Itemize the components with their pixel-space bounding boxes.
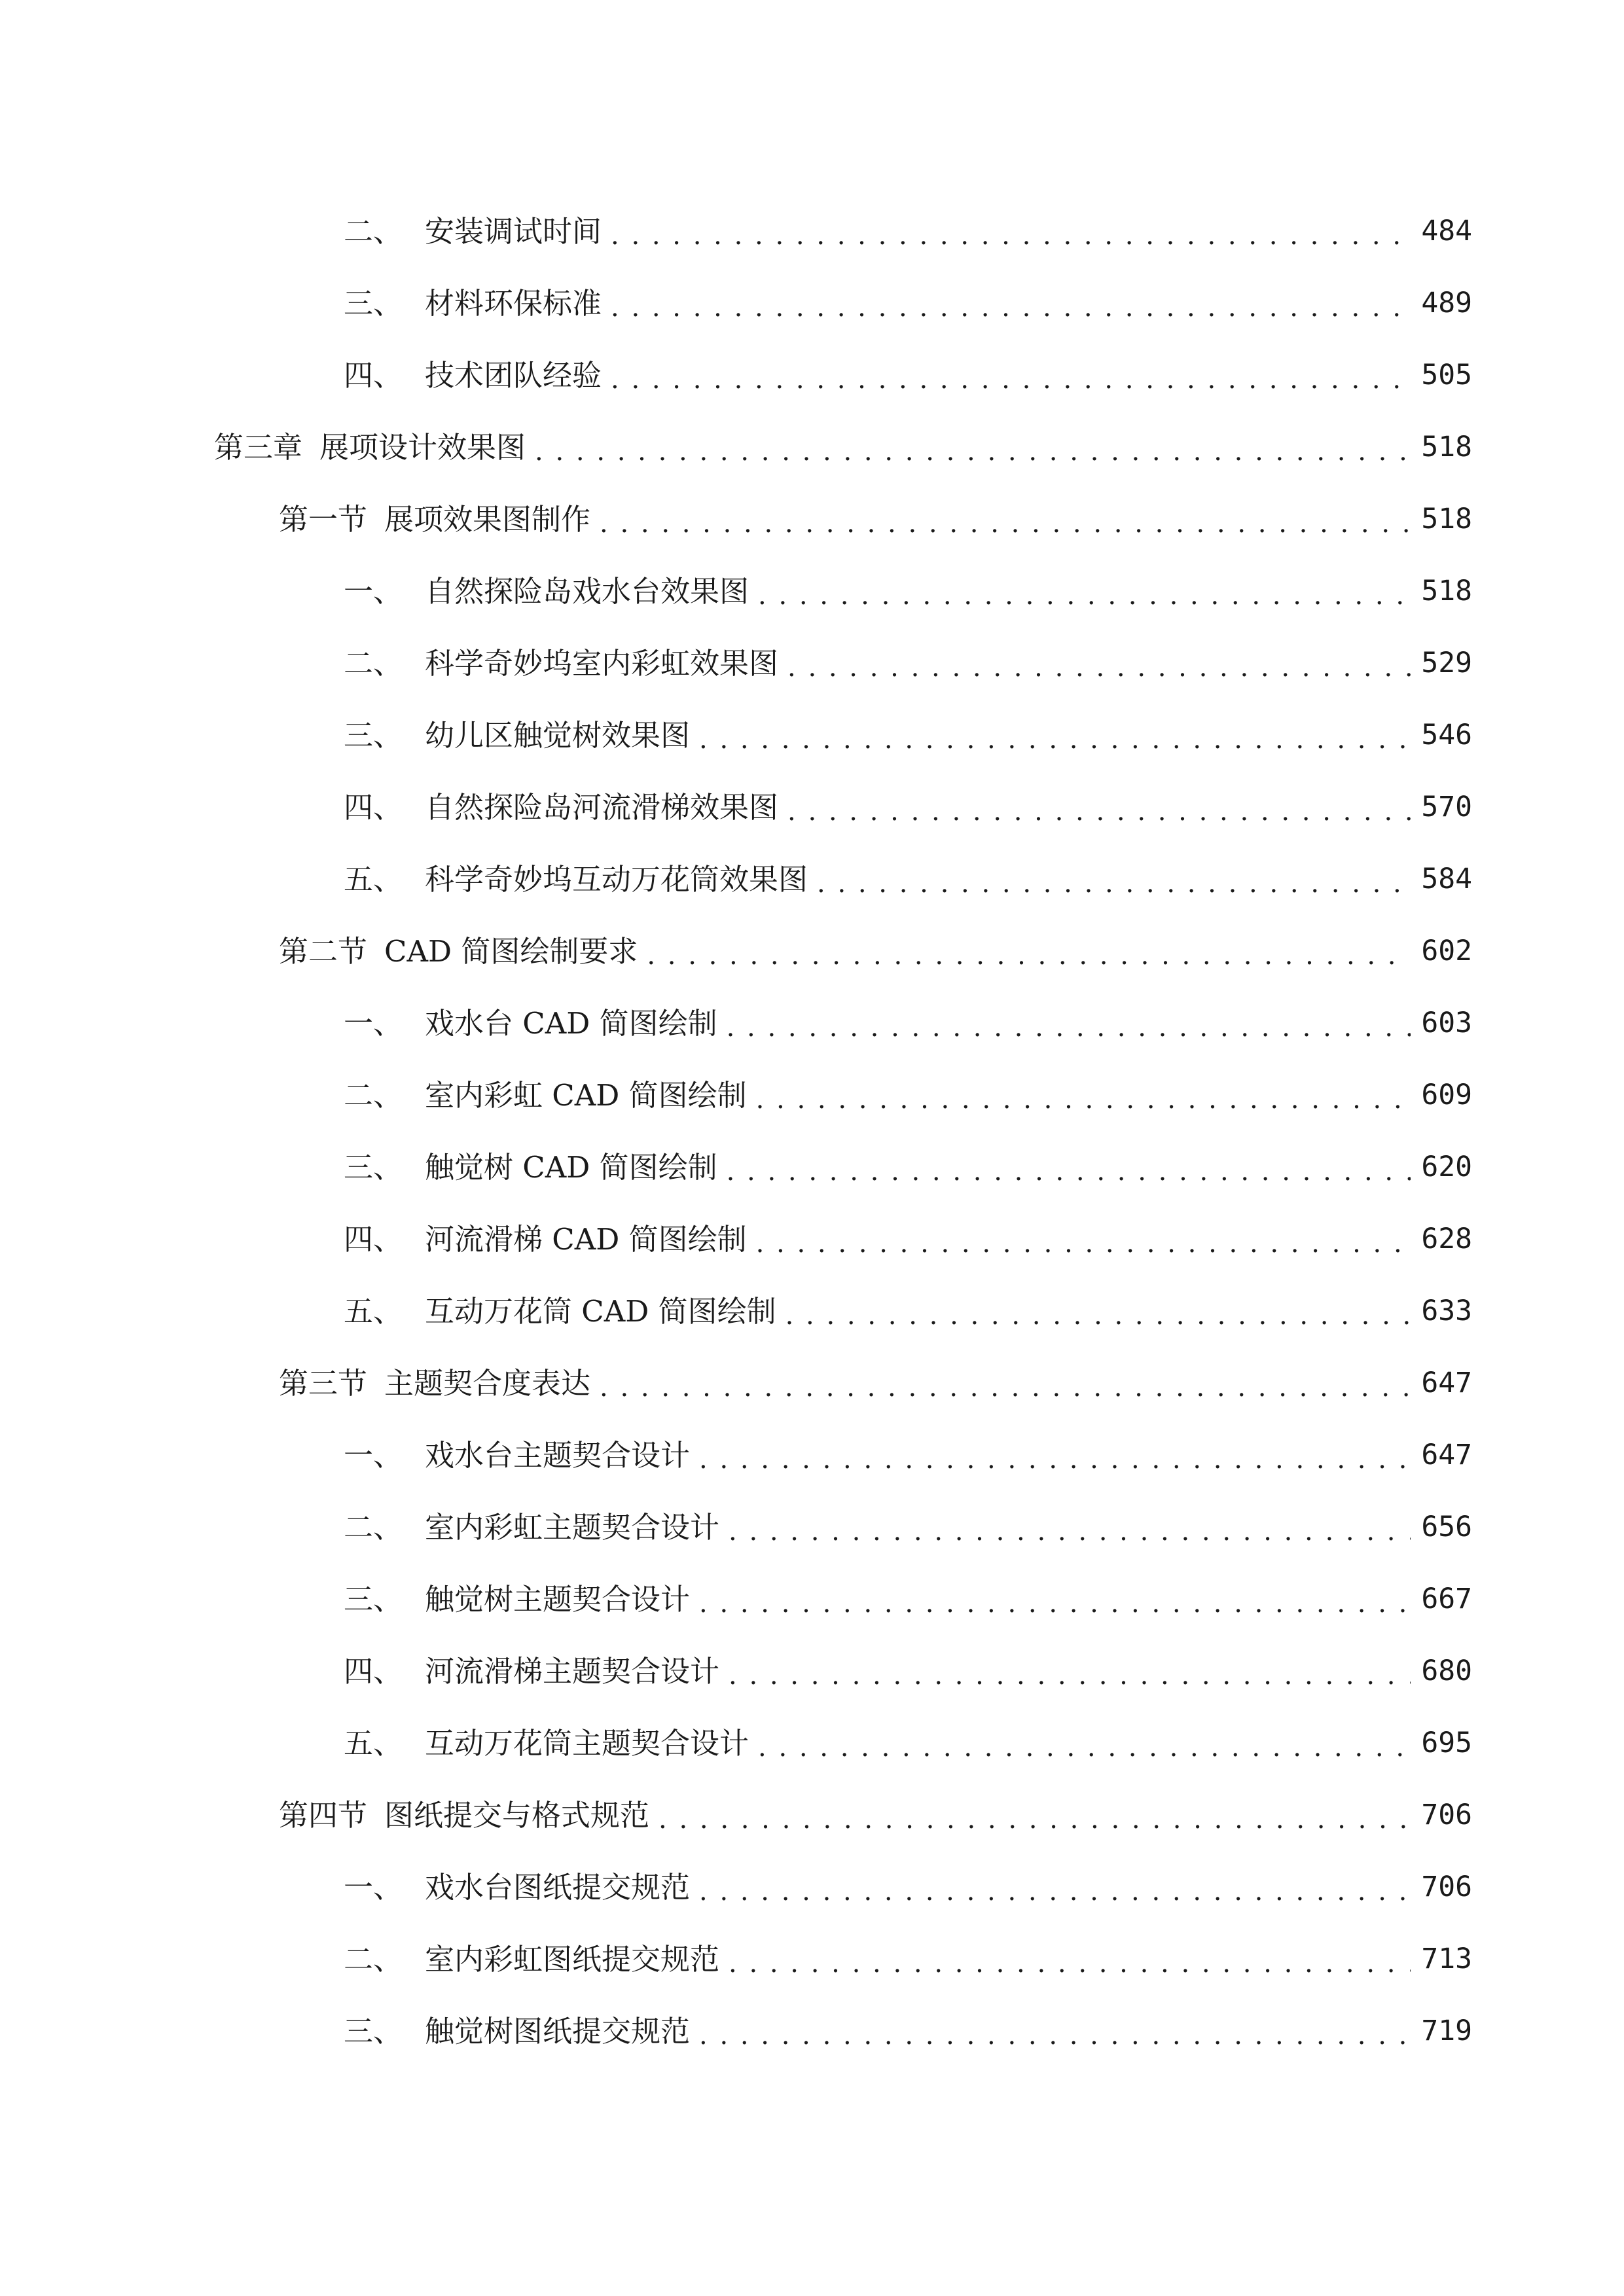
toc-entry-page: 620: [1421, 1150, 1472, 1183]
dot-leader: [729, 1947, 1411, 1977]
dot-leader: [699, 1875, 1411, 1905]
dot-leader: [817, 867, 1411, 897]
dot-leader: [699, 2019, 1411, 2049]
toc-entry-title: 展项设计效果图: [319, 429, 526, 465]
dot-leader: [756, 1227, 1411, 1257]
dot-leader: [600, 1371, 1411, 1401]
toc-entry-page: 518: [1421, 502, 1472, 535]
toc-entry-number: 三、: [344, 1581, 403, 1617]
toc-entry[interactable]: [0, 915, 1624, 987]
toc-entry[interactable]: [0, 1995, 1624, 2067]
toc-entry-page: 489: [1421, 286, 1472, 319]
toc-entry[interactable]: [0, 1419, 1624, 1491]
toc-entry-page: 505: [1421, 358, 1472, 391]
toc-entry[interactable]: [0, 987, 1624, 1059]
toc-entry-number: 一、: [344, 1437, 403, 1473]
toc-entry-page: 609: [1421, 1078, 1472, 1111]
toc-entry-title: 科学奇妙坞互动万花筒效果图: [425, 861, 808, 897]
toc-entry-page: 546: [1421, 718, 1472, 751]
toc-entry-number: 二、: [344, 213, 403, 249]
toc-entry-title: 河流滑梯主题契合设计: [425, 1653, 720, 1689]
toc-entry[interactable]: [0, 483, 1624, 555]
toc-entry-title: 技术团队经验: [425, 357, 602, 393]
toc-entry-number: 第三节: [279, 1365, 368, 1401]
toc-entry-page: 647: [1421, 1366, 1472, 1399]
table-of-contents: [0, 195, 1624, 2067]
toc-entry-number: 四、: [344, 1653, 403, 1689]
toc-entry[interactable]: [0, 1059, 1624, 1131]
dot-leader: [535, 435, 1411, 465]
toc-entry[interactable]: [0, 1275, 1624, 1347]
toc-entry-title: 戏水台主题契合设计: [425, 1437, 691, 1473]
toc-entry-page: 633: [1421, 1294, 1472, 1327]
toc-entry-title: 自然探险岛戏水台效果图: [425, 573, 749, 609]
toc-entry-number: 五、: [344, 861, 403, 897]
toc-entry-page: 719: [1421, 2014, 1472, 2047]
toc-entry-page: 529: [1421, 646, 1472, 679]
toc-entry-title: CAD 简图绘制要求: [384, 933, 638, 969]
dot-leader: [611, 363, 1411, 393]
toc-entry-page: 706: [1421, 1798, 1472, 1831]
toc-entry[interactable]: [0, 627, 1624, 699]
toc-entry-number: 二、: [344, 645, 403, 681]
toc-entry-number: 一、: [344, 1869, 403, 1905]
dot-leader: [611, 219, 1411, 249]
dot-leader: [727, 1155, 1411, 1185]
toc-entry[interactable]: [0, 267, 1624, 339]
dot-leader: [600, 507, 1411, 537]
toc-entry-number: 第三章: [214, 429, 303, 465]
toc-entry[interactable]: [0, 1203, 1624, 1275]
toc-entry-title: 触觉树图纸提交规范: [425, 2013, 691, 2049]
toc-entry-number: 一、: [344, 573, 403, 609]
toc-entry-page: 628: [1421, 1222, 1472, 1255]
toc-entry-number: 第一节: [279, 501, 368, 537]
toc-entry[interactable]: [0, 1923, 1624, 1995]
toc-entry-page: 584: [1421, 862, 1472, 895]
toc-entry-page: 706: [1421, 1870, 1472, 1903]
toc-entry[interactable]: [0, 195, 1624, 267]
toc-entry-page: 570: [1421, 790, 1472, 823]
dot-leader: [611, 291, 1411, 321]
dot-leader: [787, 651, 1411, 681]
toc-entry-number: 三、: [344, 1149, 403, 1185]
toc-entry-title: 戏水台 CAD 简图绘制: [425, 1005, 717, 1041]
toc-entry[interactable]: [0, 1851, 1624, 1923]
toc-entry-number: 五、: [344, 1725, 403, 1761]
dot-leader: [699, 723, 1411, 753]
toc-entry-number: 四、: [344, 789, 403, 825]
toc-entry-title: 图纸提交与格式规范: [384, 1797, 650, 1833]
toc-entry[interactable]: [0, 1779, 1624, 1851]
toc-entry-number: 四、: [344, 357, 403, 393]
toc-entry-title: 展项效果图制作: [384, 501, 591, 537]
toc-entry-number: 二、: [344, 1509, 403, 1545]
dot-leader: [729, 1659, 1411, 1689]
toc-entry[interactable]: [0, 555, 1624, 627]
toc-entry-title: 科学奇妙坞室内彩虹效果图: [425, 645, 779, 681]
toc-entry-number: 三、: [344, 2013, 403, 2049]
dot-leader: [785, 1299, 1411, 1329]
toc-entry-number: 二、: [344, 1077, 403, 1113]
toc-entry-page: 713: [1421, 1942, 1472, 1975]
toc-entry[interactable]: [0, 1635, 1624, 1707]
toc-entry-title: 安装调试时间: [425, 213, 602, 249]
toc-entry-page: 647: [1421, 1438, 1472, 1471]
toc-entry-page: 603: [1421, 1006, 1472, 1039]
toc-entry[interactable]: [0, 771, 1624, 843]
toc-entry-title: 室内彩虹 CAD 简图绘制: [425, 1077, 747, 1113]
toc-entry-number: 第四节: [279, 1797, 368, 1833]
toc-entry-title: 互动万花筒主题契合设计: [425, 1725, 749, 1761]
toc-entry-number: 三、: [344, 285, 403, 321]
toc-entry-page: 680: [1421, 1654, 1472, 1687]
toc-entry-page: 484: [1421, 214, 1472, 247]
toc-entry-number: 二、: [344, 1941, 403, 1977]
toc-entry-page: 518: [1421, 430, 1472, 463]
toc-entry-title: 室内彩虹主题契合设计: [425, 1509, 720, 1545]
toc-entry-title: 材料环保标准: [425, 285, 602, 321]
toc-entry-number: 四、: [344, 1221, 403, 1257]
toc-entry-number: 第二节: [279, 933, 368, 969]
dot-leader: [758, 1731, 1411, 1761]
toc-entry[interactable]: [0, 411, 1624, 483]
toc-entry-title: 互动万花筒 CAD 简图绘制: [425, 1293, 776, 1329]
toc-entry-page: 602: [1421, 934, 1472, 967]
toc-entry[interactable]: [0, 699, 1624, 771]
toc-entry-title: 室内彩虹图纸提交规范: [425, 1941, 720, 1977]
dot-leader: [699, 1443, 1411, 1473]
toc-entry-page: 656: [1421, 1510, 1472, 1543]
toc-entry[interactable]: [0, 1491, 1624, 1563]
toc-entry-page: 518: [1421, 574, 1472, 607]
toc-entry-number: 一、: [344, 1005, 403, 1041]
toc-entry-title: 幼儿区触觉树效果图: [425, 717, 691, 753]
toc-entry-title: 主题契合度表达: [384, 1365, 591, 1401]
dot-leader: [699, 1587, 1411, 1617]
toc-entry[interactable]: [0, 1563, 1624, 1635]
toc-entry-number: 三、: [344, 717, 403, 753]
toc-entry-page: 695: [1421, 1726, 1472, 1759]
toc-entry[interactable]: [0, 843, 1624, 915]
toc-entry[interactable]: [0, 1131, 1624, 1203]
toc-entry-page: 667: [1421, 1582, 1472, 1615]
toc-entry-title: 戏水台图纸提交规范: [425, 1869, 691, 1905]
toc-entry-title: 河流滑梯 CAD 简图绘制: [425, 1221, 747, 1257]
dot-leader: [758, 579, 1411, 609]
toc-entry[interactable]: [0, 1347, 1624, 1419]
dot-leader: [647, 939, 1411, 969]
dot-leader: [659, 1803, 1411, 1833]
dot-leader: [787, 795, 1411, 825]
dot-leader: [756, 1083, 1411, 1113]
dot-leader: [729, 1515, 1411, 1545]
toc-entry-title: 触觉树 CAD 简图绘制: [425, 1149, 717, 1185]
dot-leader: [727, 1011, 1411, 1041]
toc-entry-title: 触觉树主题契合设计: [425, 1581, 691, 1617]
toc-entry[interactable]: [0, 339, 1624, 411]
toc-entry-title: 自然探险岛河流滑梯效果图: [425, 789, 779, 825]
toc-entry-number: 五、: [344, 1293, 403, 1329]
toc-entry[interactable]: [0, 1707, 1624, 1779]
